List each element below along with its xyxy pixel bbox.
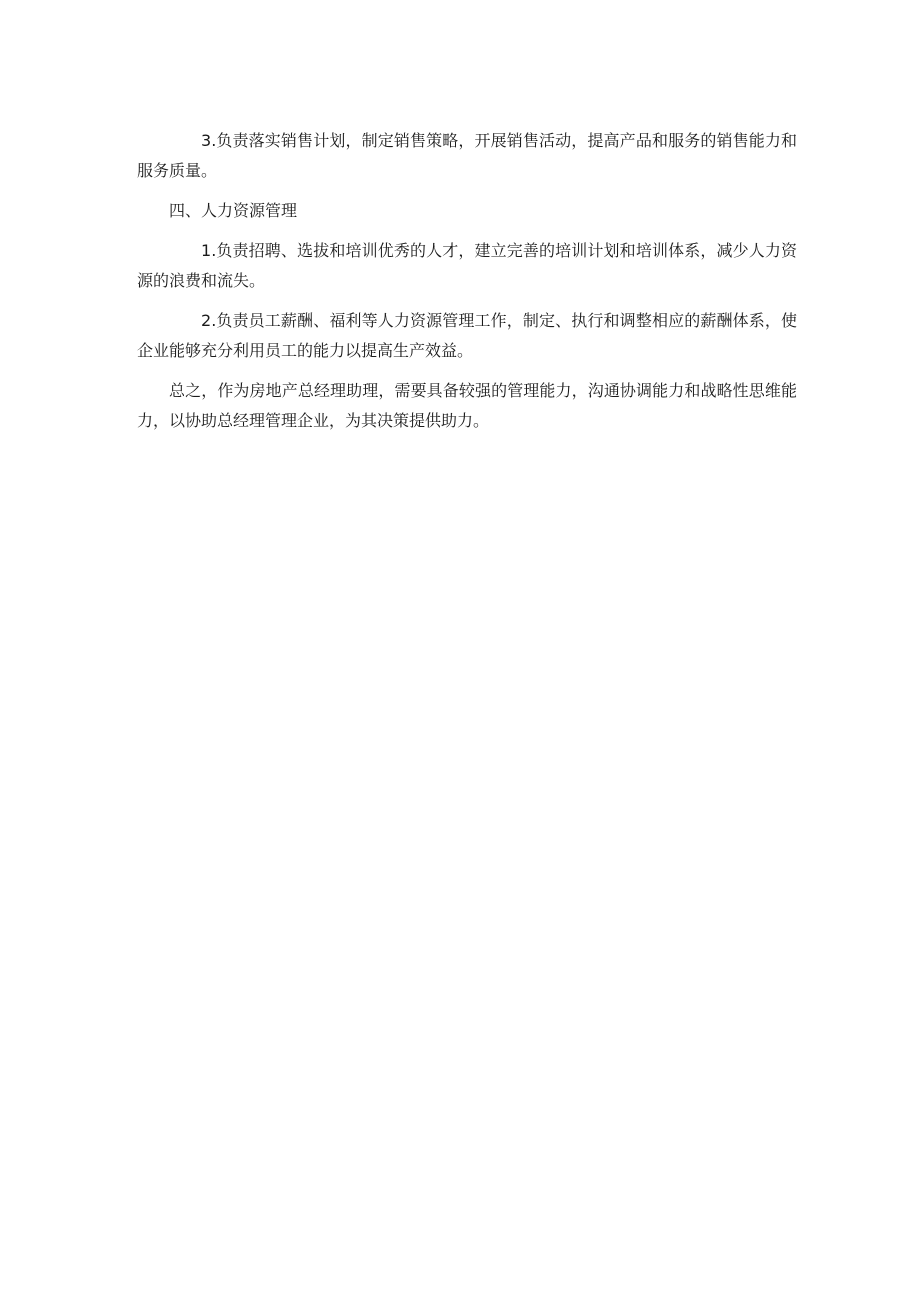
sales-item-3-paragraph [137, 126, 797, 186]
paragraph-text: .负责招聘、选拔和培训优秀的人才，建立完善的培训计划和培训体系，减少人力资源的浪费和流失。 [137, 241, 797, 290]
document-body [137, 126, 797, 446]
conclusion-paragraph: 总之，作为房地产总经理助理，需要具备较强的管理能力，沟通协调能力和战略性思维能力，以协助总经理管理企业，为其决策提供助力。 [137, 381, 797, 430]
item-number: 2 [201, 311, 212, 330]
hr-item-1-paragraph [137, 236, 797, 296]
section-heading-hr: 四、人力资源管理 [169, 201, 298, 220]
item-number: 3 [201, 131, 212, 150]
paragraph-text: .负责落实销售计划，制定销售策略，开展销售活动，提高产品和服务的销售能力和服务质量。 [137, 131, 797, 180]
paragraph-text: .负责员工薪酬、福利等人力资源管理工作，制定、执行和调整相应的薪酬体系，使企业能够充分利用员工的能力以提高生产效益。 [137, 311, 797, 360]
item-number: 1 [201, 241, 212, 260]
hr-item-2-paragraph [137, 306, 797, 366]
